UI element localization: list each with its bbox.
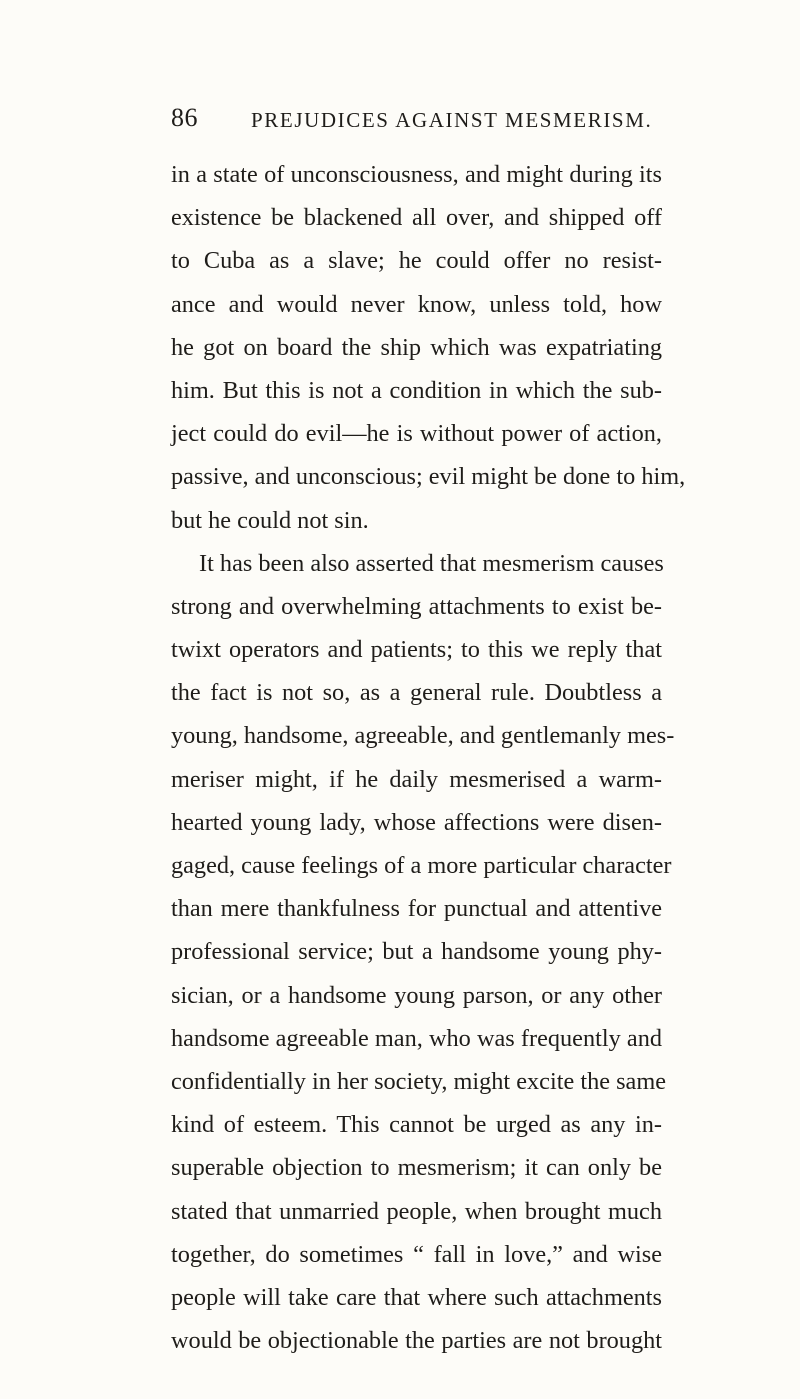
text-line: the fact is not so, as a general rule. Doubtless a bbox=[171, 679, 662, 707]
text-line: would be objectionable the parties are not brought bbox=[171, 1327, 662, 1355]
text-line: sician, or a handsome young parson, or any other bbox=[171, 981, 662, 1009]
text-line: superable objection to mesmerism; it can only be bbox=[171, 1154, 662, 1182]
text-line: in a state of unconsciousness, and might during its bbox=[171, 161, 662, 188]
text-line: ance and would never know, unless told, how bbox=[171, 290, 662, 318]
text-line: people will take care that where such attachments bbox=[171, 1283, 662, 1311]
text-line: stated that unmarried people, when brought much bbox=[171, 1197, 662, 1225]
text-line: than mere thankfulness for punctual and attentive bbox=[171, 895, 662, 923]
text-line: but he could not sin. bbox=[171, 506, 369, 534]
paragraph-first-line: It has been also asserted that mesmerism causes bbox=[199, 549, 664, 577]
text-line: he got on board the ship which was expatriating bbox=[171, 333, 662, 361]
text-line: confidentially in her society, might excite the same bbox=[171, 1067, 667, 1095]
text-line: existence be blackened all over, and shipped off bbox=[171, 204, 662, 232]
text-line: ject could do evil—he is without power of action, bbox=[171, 420, 662, 448]
body-text bbox=[171, 153, 686, 1362]
running-head bbox=[171, 101, 691, 141]
text-line: passive, and unconscious; evil might be done to him, bbox=[171, 463, 686, 491]
text-line: young, handsome, agreeable, and gentlemanly mes- bbox=[171, 722, 675, 750]
text-line: professional service; but a handsome young phy- bbox=[171, 938, 662, 966]
running-head-title: PREJUDICES AGAINST MESMERISM. bbox=[251, 108, 653, 132]
text-line: to Cuba as a slave; he could offer no resist- bbox=[171, 247, 662, 275]
text-line: gaged, cause feelings of a more particular character bbox=[171, 852, 672, 879]
text-line: kind of esteem. This cannot be urged as any in- bbox=[171, 1111, 662, 1139]
text-line: strong and overwhelming attachments to exist be- bbox=[171, 592, 662, 620]
text-line: twixt operators and patients; to this we reply that bbox=[171, 636, 662, 664]
text-line: hearted young lady, whose affections were disen- bbox=[171, 808, 662, 836]
text-line: together, do sometimes “ fall in love,” and wise bbox=[171, 1240, 662, 1268]
page-number: 86 bbox=[171, 103, 198, 132]
text-line: handsome agreeable man, who was frequently and bbox=[171, 1024, 662, 1052]
text-line: meriser might, if he daily mesmerised a warm- bbox=[171, 765, 662, 793]
text-line: him. But this is not a condition in which the sub- bbox=[171, 376, 662, 404]
